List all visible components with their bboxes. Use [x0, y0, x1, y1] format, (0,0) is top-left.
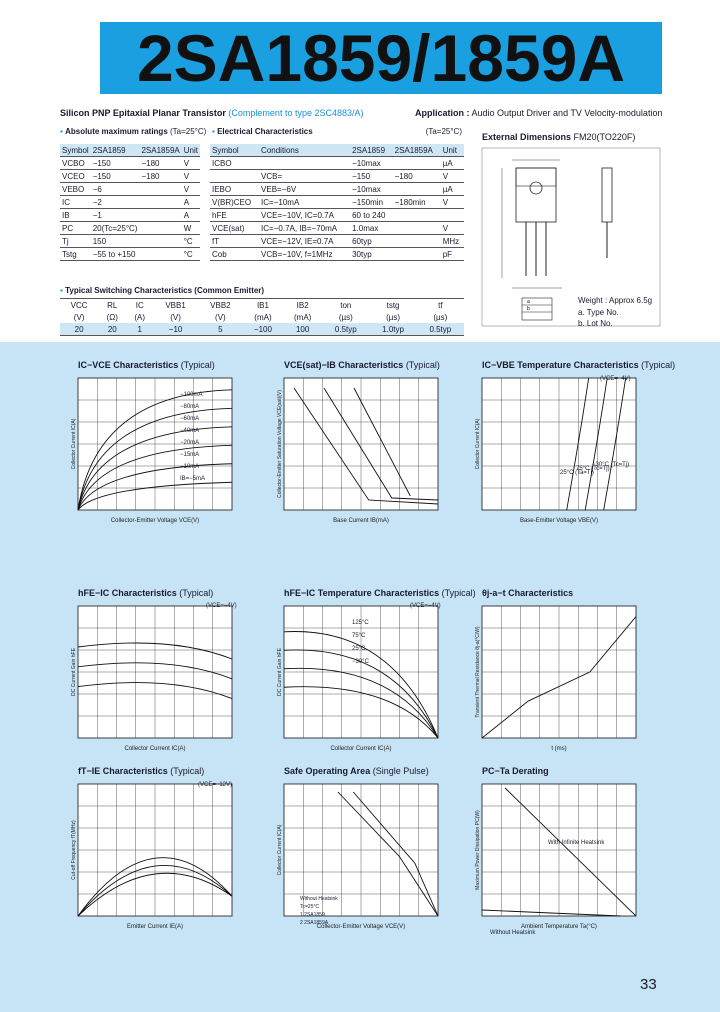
- chart-title-text: Safe Operating Area: [284, 766, 373, 776]
- table-cell: −150min: [350, 196, 393, 209]
- abs-max-heading: ▪ Absolute maximum ratings (Ta=25°C): [60, 127, 207, 136]
- table-cell: V: [441, 170, 464, 183]
- application-label: Application :: [415, 108, 470, 118]
- characteristic-chart: [72, 602, 252, 772]
- subtitle-left: Silicon PNP Epitaxial Planar Transistor: [60, 108, 226, 118]
- x-axis-label: Collector Current IC(A): [124, 746, 186, 752]
- table-cell: −100: [253, 324, 272, 334]
- chart-title: [78, 766, 204, 776]
- characteristic-chart: [278, 602, 458, 772]
- table-cell: V: [441, 196, 464, 209]
- svg-text:b: b: [527, 306, 530, 312]
- page-title: 2SA1859/1859A: [136, 21, 626, 95]
- table-cell: ICBO: [210, 157, 259, 170]
- chart-title-text: VCE(sat)−IB Characteristics: [284, 360, 406, 370]
- table-cell: 0.5typ: [334, 324, 357, 334]
- x-axis-label: Collector-Emitter Voltage VCE(V): [110, 518, 200, 524]
- chart-title: [78, 588, 213, 598]
- application-text: Audio Output Driver and TV Velocity-modulation: [471, 108, 663, 118]
- x-axis-label: Emitter Current IE(A): [126, 924, 184, 930]
- table-cell: IB1: [256, 300, 269, 310]
- table-cell: −2: [91, 196, 140, 209]
- chart-title-typ: (Typical): [179, 588, 214, 598]
- curve-label: −20mA: [180, 440, 200, 446]
- characteristic-chart: [476, 780, 656, 950]
- table-cell: VCB=: [259, 170, 350, 183]
- table-cell: A: [182, 209, 200, 222]
- legend-entry: Without Heatsink: [300, 896, 338, 902]
- table-cell: 20: [107, 324, 117, 334]
- chart-title-text: PC−Ta Derating: [482, 766, 549, 776]
- table-cell: Conditions: [259, 144, 350, 157]
- table-cell: IC=−0.7A, IB=−70mA: [259, 222, 350, 235]
- legend-entry: 1 2SA1859: [300, 912, 325, 918]
- table-cell: 5: [218, 324, 223, 334]
- table-cell: VCEO: [60, 170, 91, 183]
- chart-title-typ: (Typical): [641, 360, 676, 370]
- table-cell: 2SA1859A: [393, 144, 441, 157]
- table-cell: IB2: [296, 300, 309, 310]
- y-axis-label: DC Current Gain hFE: [277, 648, 283, 696]
- ext-dim-heading: External Dimensions FM20(TO220F): [482, 132, 636, 142]
- curve-label: −30°C (Tc=Tj): [592, 462, 630, 468]
- table-cell: V: [182, 170, 200, 183]
- chart-title-text: fT−IE Characteristics: [78, 766, 171, 776]
- table-cell: (Ω): [106, 312, 118, 322]
- table-cell: RL: [107, 300, 118, 310]
- y-axis-label: Maximum Power Dissipation PC(W): [475, 810, 481, 890]
- chart-title: [284, 766, 429, 776]
- table-cell: V(BR)CEO: [210, 196, 259, 209]
- table-cell: pF: [441, 248, 464, 261]
- chart-title-typ: (Single Pulse): [372, 766, 429, 776]
- table-cell: −10max: [350, 157, 393, 170]
- table-cell: (µs): [338, 312, 353, 322]
- legend-entry: Tc=25°C: [300, 904, 320, 910]
- chart-condition: (VCE=−4V): [600, 376, 631, 382]
- table-cell: Unit: [441, 144, 464, 157]
- table-cell: −180min: [393, 196, 441, 209]
- table-cell: Unit: [183, 145, 198, 155]
- curve-label: −10mA: [180, 464, 200, 470]
- x-axis-label: Collector Current IC(A): [330, 746, 392, 752]
- chart-title: [78, 360, 215, 370]
- package-note-a: a. Type No.: [578, 308, 619, 317]
- curve-label: 75°C: [352, 633, 366, 639]
- table-cell: ton: [340, 300, 352, 310]
- table-cell: (V): [215, 312, 226, 322]
- chart-title-text: hFE−IC Characteristics: [78, 588, 180, 598]
- table-cell: VCE=−12V, IE=0.7A: [259, 235, 350, 248]
- table-cell: VCE=−10V, IC=0.7A: [259, 209, 350, 222]
- table-cell: −180: [139, 170, 181, 183]
- curve-label: Without Heatsink: [490, 930, 536, 936]
- table-cell: 20: [74, 324, 84, 334]
- curve-label: 75°C (Tc=Tj): [576, 466, 610, 472]
- x-axis-label: Collector-Emitter Voltage VCE(V): [316, 924, 406, 930]
- table-cell: 60typ: [350, 235, 393, 248]
- table-cell: (A): [134, 312, 146, 322]
- curve-label: −80mA: [180, 404, 200, 410]
- curve-label: 25°C (Ta=Tj): [560, 470, 594, 476]
- table-cell: 1: [137, 324, 142, 334]
- curve-label: −60mA: [180, 416, 200, 422]
- y-axis-label: Collector-Emitter Saturation Voltage VCE(sat)(V): [277, 390, 283, 498]
- table-cell: (V): [73, 312, 85, 322]
- table-cell: 20(Tc=25°C): [92, 223, 138, 233]
- table-cell: Symbol: [210, 144, 259, 157]
- table-cell: −6: [91, 183, 140, 196]
- curve-label: −15mA: [180, 452, 200, 458]
- table-cell: fT: [210, 235, 259, 248]
- legend-entry: 2 2SA1859A: [300, 920, 329, 926]
- table-cell: 100: [295, 324, 310, 334]
- table-cell: VEBO: [60, 183, 91, 196]
- table-cell: −180: [139, 157, 181, 170]
- characteristic-chart: [72, 780, 252, 950]
- table-cell: VBB1: [165, 300, 186, 310]
- characteristic-chart: [476, 374, 656, 544]
- table-cell: 0.5typ: [429, 324, 452, 334]
- table-cell: 1.0max: [350, 222, 393, 235]
- table-cell: °C: [182, 248, 200, 261]
- y-axis-label: DC Current Gain hFE: [71, 648, 77, 696]
- curve-label: −100mA: [180, 392, 203, 398]
- table-cell: VCE(sat): [210, 222, 259, 235]
- chart-title-typ: (Typical): [441, 588, 476, 598]
- curve-label: −30°C: [352, 659, 369, 665]
- table-cell: −10max: [350, 183, 393, 196]
- elec-heading: ▪ Electrical Characteristics (Ta=25°C): [212, 127, 462, 136]
- table-cell: PC: [60, 222, 91, 235]
- table-cell: VBB2: [210, 300, 231, 310]
- table-cell: −150: [350, 170, 393, 183]
- chart-title-typ: (Typical): [180, 360, 215, 370]
- chart-title: [284, 360, 440, 370]
- switching-heading: ▪ Typical Switching Characteristics (Common Emitter): [60, 286, 265, 295]
- table-cell: −150: [91, 170, 140, 183]
- table-cell: (µs): [386, 312, 401, 322]
- package-note-b: b. Lot No.: [578, 319, 613, 328]
- chart-condition: (VCE=−4V): [206, 603, 237, 609]
- table-cell: IB: [60, 209, 91, 222]
- table-cell: −150: [91, 157, 140, 170]
- table-cell: µA: [441, 157, 464, 170]
- characteristic-chart: [278, 374, 458, 544]
- y-axis-label: Cut-off Frequency fT(MHz): [71, 820, 77, 880]
- table-cell: hFE: [210, 209, 259, 222]
- table-cell: Tj: [60, 235, 91, 248]
- table-cell: 2SA1859: [91, 144, 140, 157]
- table-cell: °C: [182, 235, 200, 248]
- table-cell: VCC: [70, 300, 88, 310]
- x-axis-label: Base Current IB(mA): [333, 518, 389, 524]
- table-cell: tstg: [386, 300, 400, 310]
- table-cell: V: [182, 183, 200, 196]
- curve-label: With Infinite Heatsink: [548, 840, 605, 846]
- table-cell: V: [441, 222, 464, 235]
- chart-title-text: hFE−IC Temperature Characteristics: [284, 588, 442, 598]
- characteristic-chart: [72, 374, 252, 544]
- table-cell: (µs): [433, 312, 448, 322]
- table-cell: 1.0typ: [382, 324, 404, 334]
- table-cell: VCBO: [60, 157, 91, 170]
- table-cell: −55 to +150: [91, 248, 140, 261]
- table-cell: 2SA1859A: [141, 145, 180, 155]
- page-number: 33: [640, 976, 657, 993]
- x-axis-label: Base-Emitter Voltage VBE(V): [519, 518, 599, 524]
- table-cell: VEB=−6V: [259, 183, 350, 196]
- table-cell: V: [182, 157, 200, 170]
- curve-label: 25°C: [352, 646, 366, 652]
- characteristic-chart: [476, 602, 656, 772]
- y-axis-label: Collector Current IC(A): [277, 824, 283, 876]
- table-cell: W: [182, 222, 200, 235]
- table-cell: −1: [91, 209, 140, 222]
- chart-title: [482, 360, 675, 370]
- table-cell: (mA): [293, 312, 312, 322]
- table-cell: IC: [60, 196, 91, 209]
- y-axis-label: Transient Thermal Resistance θj-a(°C/W): [475, 626, 481, 718]
- table-cell: (mA): [254, 312, 272, 322]
- chart-title-text: IC−VCE Characteristics: [78, 360, 181, 370]
- table-cell: MHz: [441, 235, 464, 248]
- chart-title: [482, 588, 573, 598]
- table-cell: Symbol: [62, 145, 89, 155]
- table-cell: tf: [438, 300, 443, 310]
- table-cell: A: [182, 196, 200, 209]
- chart-condition: (VCE=−4V): [410, 603, 441, 609]
- chart-title-text: IC−VBE Temperature Characteristics: [482, 360, 642, 370]
- package-weight: Weight : Approx 6.5g: [578, 296, 653, 305]
- chart-condition: (VCE=−12V): [198, 782, 233, 788]
- chart-title: [482, 766, 549, 776]
- table-cell: −10: [168, 324, 183, 334]
- table-cell: IC=−10mA: [259, 196, 350, 209]
- curve-label: 125°C: [352, 620, 369, 626]
- table-cell: IC: [135, 300, 144, 310]
- x-axis-label: t (ms): [551, 746, 567, 752]
- table-cell: IEBO: [210, 183, 259, 196]
- table-cell: µA: [441, 183, 464, 196]
- x-axis-label: Ambient Temperature Ta(°C): [521, 924, 597, 930]
- chart-title: [284, 588, 476, 598]
- curve-label: IB=−5mA: [180, 476, 206, 482]
- chart-title-typ: (Typical): [170, 766, 205, 776]
- table-cell: Tstg: [60, 248, 91, 261]
- y-axis-label: Collector Current IC(A): [71, 418, 77, 470]
- table-cell: VCB=−10V, f=1MHz: [259, 248, 350, 261]
- table-cell: Cob: [210, 248, 259, 261]
- subtitle-complement: (Complement to type 2SC4883/A): [228, 108, 364, 118]
- table-cell: −180: [393, 170, 441, 183]
- table-cell: 30typ: [350, 248, 393, 261]
- chart-title-typ: (Typical): [405, 360, 440, 370]
- curve-label: −40mA: [180, 428, 200, 434]
- table-cell: 2SA1859: [350, 144, 393, 157]
- table-cell: 60 to 240: [350, 209, 393, 222]
- chart-title-text: θj-a−t Characteristics: [482, 588, 574, 598]
- table-cell: (V): [170, 312, 181, 322]
- svg-text:a: a: [527, 299, 530, 305]
- table-cell: 150: [91, 235, 140, 248]
- y-axis-label: Collector Current IC(A): [475, 418, 481, 470]
